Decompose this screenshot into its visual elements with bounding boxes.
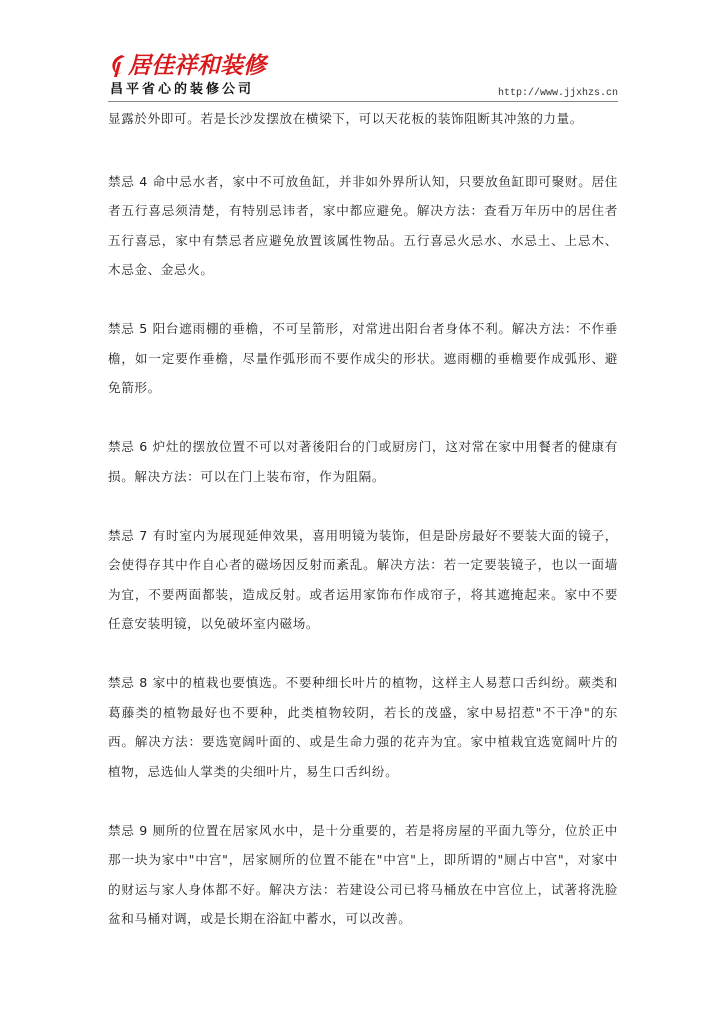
header-divider bbox=[108, 101, 618, 102]
paragraph: 禁忌 7 有时室内为展现延伸效果，喜用明镜为装饰，但是卧房最好不要装大面的镜子，会使得存其中作自心者的磁场因反射而紊乱。解决方法：若一定要装镜子，也以一面墙为宜，不要两面都装，造成反射。或者运用家饰布作成帘子，将其遮掩起来。家中不要任意安装明镜，以免破坏室内磁场。 bbox=[108, 527, 618, 631]
paragraph: 禁忌 8 家中的植栽也要慎选。不要种细长叶片的植物，这样主人易惹口舌纠纷。蕨类和葛藤类的植物最好也不要种，此类植物较阴，若长的茂盛，家中易招惹"不干净"的东西。解决方法：要选宽阔叶面的、或是生命力强的花卉为宜。家中植栽宜选宽阔叶片的植物，忌选仙人掌类的尖细叶片，易生口舌纠纷。 bbox=[108, 675, 618, 779]
paragraph: 显露於外即可。若是长沙发摆放在横梁下，可以天花板的装饰阻断其冲煞的力量。 bbox=[108, 111, 583, 126]
paragraph: 禁忌 4 命中忌水者，家中不可放鱼缸，并非如外界所认知，只要放鱼缸即可聚财。居住者五行喜忌须清楚，有特别忌讳者，家中都应避免。解决方法：查看万年历中的居住者五行喜忌，家中有禁忌者应避免放置该属性物品。五行喜忌火忌水、水忌土、上忌木、木忌金、金忌火。 bbox=[108, 173, 618, 277]
logo-mark-icon bbox=[108, 54, 130, 78]
site-url[interactable]: http://www.jjxhzs.cn bbox=[497, 88, 618, 99]
paragraph: 禁忌 9 厕所的位置在居家风水中，是十分重要的，若是将房屋的平面九等分，位於正中那一块为家中"中宫"，居家厕所的位置不能在"中宫"上，即所谓的"厕占中宫"，对家中的财运与家人身体都不好。解决方法：若建设公司已将马桶放在中宫位上，试著将洗脸盆和马桶对调，或是长期在浴缸中蓄水，可以改善。 bbox=[108, 822, 618, 926]
paragraph: 禁忌 5 阳台遮雨棚的垂檐，不可呈箭形，对常进出阳台者身体不利。解决方法：不作垂檐，如一定要作垂檐，尽量作弧形而不要作成尖的形状。遮雨棚的垂檐要作成弧形、避免箭形。 bbox=[108, 321, 618, 395]
paragraph: 禁忌 6 炉灶的摆放位置不可以对著後阳台的门或厨房门，这对常在家中用餐者的健康有损。解决方法：可以在门上装布帘，作为阻隔。 bbox=[108, 439, 618, 484]
logo-subtitle: 昌平省心的装修公司 bbox=[110, 82, 255, 97]
logo-title: 居佳祥和装修 bbox=[128, 53, 266, 79]
page-header bbox=[108, 52, 618, 100]
document-body bbox=[108, 104, 618, 963]
